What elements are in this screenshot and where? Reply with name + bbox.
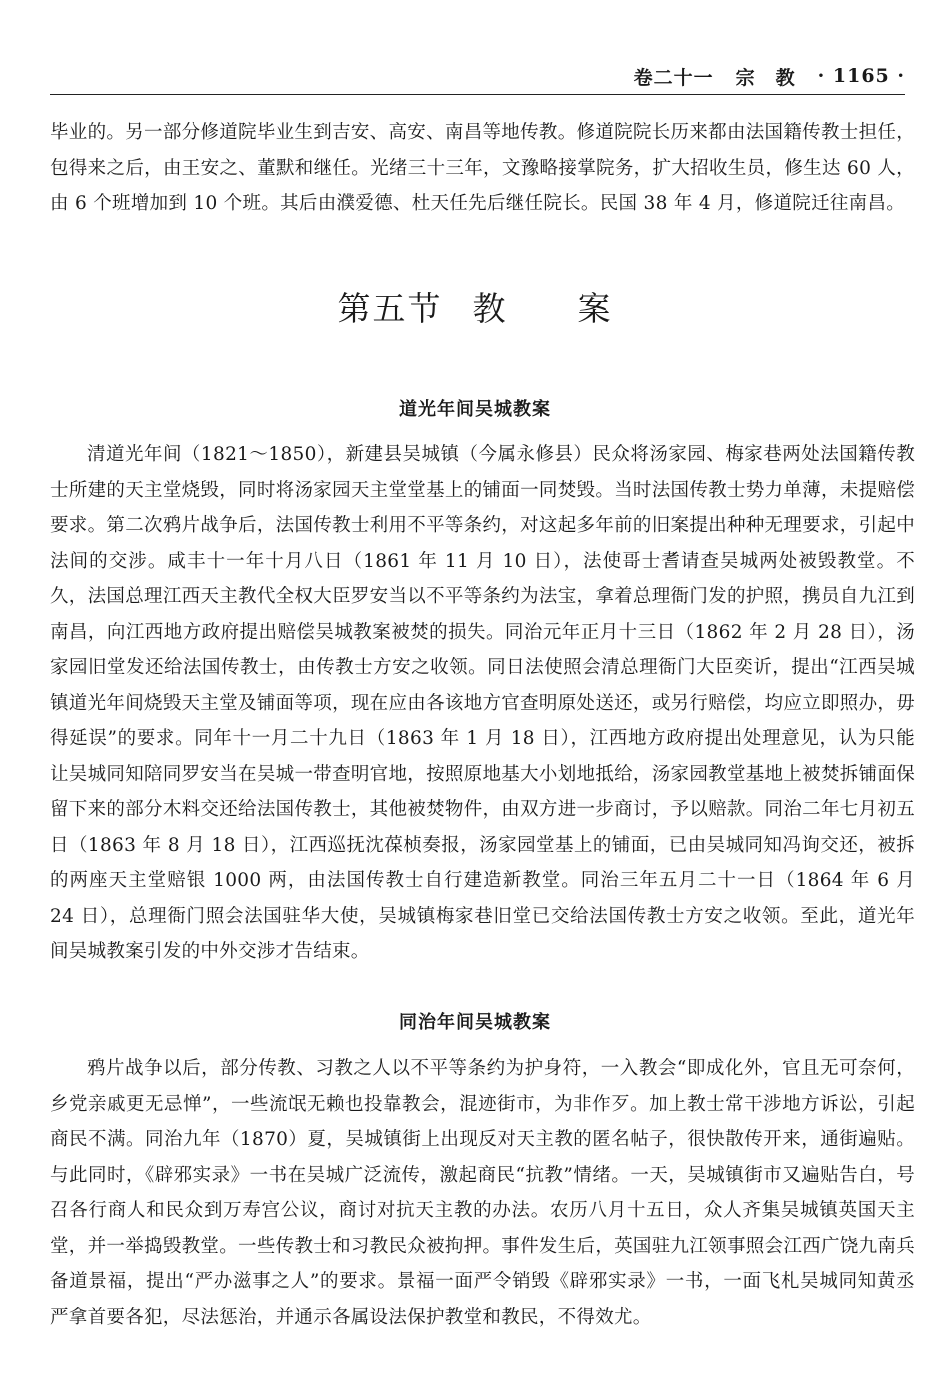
paragraph-text: 鸦片战争以后，部分传教、习教之人以不平等条约为护身符，一入教会“即成化外，官且无可奈何，乡党亲戚更无忌惮”，一些流氓无赖也投靠教会，混迹街市，为非作歹。加上教士常干涉地方诉讼，引起商民不满。同治九年（1870）夏，吴城镇街上出现反对天主教的匿名帖子，很快散传开来，通街遍贴。与此同时，《辟邪实录》一书在吴城广泛流传，激起商民“抗教”情绪。一天，吴城镇街市又遍贴告白，号召各行商人和民众到万寿宫公议，商讨对抗天主教的办法。农历八月十五日，众人齐集吴城镇英国天主堂，并一举捣毁教堂。一些传教士和习教民众被拘押。事件发生后，英国驻九江领事照会江西广饶九南兵备道景福，提出“严办滋事之人”的要求。景福一面严令销毁《辟邪实录》一书，一面飞札吴城同知黄丞严拿首要各犯，尽法惩治，并通示各属设法保护教堂和教民，不得效尤。: [50, 1058, 915, 1328]
case-body-daoguang: [50, 437, 915, 970]
volume-label: 卷二十一: [633, 66, 714, 89]
chapter-label: 宗 教: [735, 66, 796, 89]
paragraph-text: 毕业的。另一部分修道院毕业生到吉安、高安、南昌等地传教。修道院院长历来都由法国籍传教士担任，包得来之后，由王安之、董默和继任。光绪三十三年，文豫略接掌院务，扩大招收生员，修生达 60 人，由 6 个班增加到 10 个班。其后由濮爱德、杜天任先后继任院长。民国 38 年 4 月，修道院迁往南昌。: [50, 122, 915, 214]
section-title: [0, 283, 950, 330]
page-number: · 1165 ·: [817, 65, 905, 87]
running-header: [50, 58, 905, 95]
section-number: 第五节: [337, 289, 443, 328]
section-name: 教 案: [472, 289, 613, 328]
case-body-tongzhi: [50, 1051, 915, 1335]
paragraph-text: 清道光年间（1821～1850），新建县吴城镇（今属永修县）民众将汤家园、梅家巷两处法国籍传教士所建的天主堂烧毁，同时将汤家园天主堂堂基上的铺面一同焚毁。当时法国传教士势力单薄，未提赔偿要求。第二次鸦片战争后，法国传教士利用不平等条约，对这起多年前的旧案提出种种无理要求，引起中法间的交涉。咸丰十一年十月八日（1861 年 11 月 10 日），法使哥士耆请查吴城两处被毁教堂。不久，法国总理江西天主教代全权大臣罗安当以不平等条约为法宝，拿着总理衙门发的护照，携员自九江到南昌，向江西地方政府提出赔偿吴城教案被焚的损失。同治元年正月十三日（1862 年 2 月 28 日），汤家园旧堂发还给法国传教士，由传教士方安之收领。同日法使照会清总理衙门大臣奕䜣，提出“江西吴城镇道光年间烧毁天主堂及铺面等项，现在应由各该地方官查明原处送还，或另行赔偿，均应立即照办，毋得延误”的要求。同年十一月二十九日（1863 年 1 月 18 日），江西地方政府提出处理意见，认为只能让吴城同知陪同罗安当在吴城一带查明官地，按照原地基大小划地抵给，汤家园教堂基地上被焚拆铺面保留下来的部分木料交还给法国传教士，其他被焚物件，由双方进一步商讨，予以赔款。同治二年七月初五日（1863 年 8 月 18 日），江西巡抚沈葆桢奏报，汤家园堂基上的铺面，已由吴城同知冯询交还，被拆的两座天主堂赔银 1000 两，由法国传教士自行建造新教堂。同治三年五月二十一日（1864 年 6 月 24 日），总理衙门照会法国驻华大使，吴城镇梅家巷旧堂已交给法国传教士方安之收领。至此，道光年间吴城教案引发的中外交涉才告结束。: [50, 444, 915, 962]
case-heading-daoguang: 道光年间吴城教案: [399, 399, 551, 420]
case-heading-tongzhi: 同治年间吴城教案: [399, 1012, 551, 1033]
continued-paragraph: [50, 115, 915, 222]
